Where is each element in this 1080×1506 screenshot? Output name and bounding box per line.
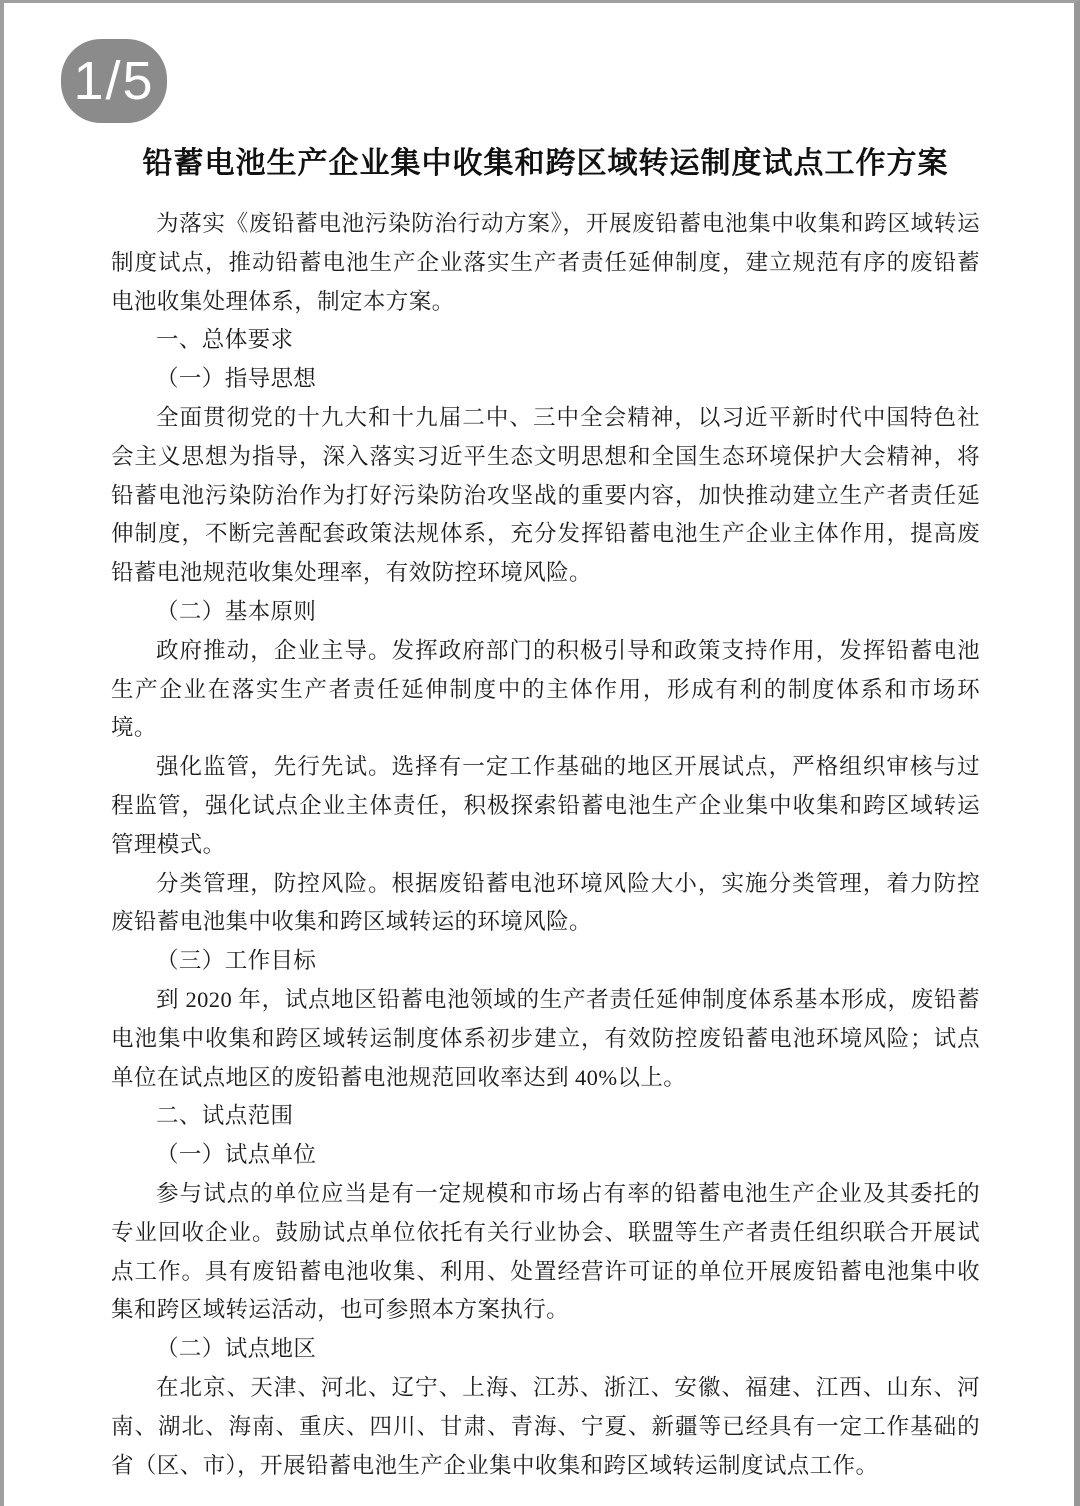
section-heading: （二）基本原则 [156,598,317,624]
section-heading: （三）工作目标 [156,948,317,974]
document-paragraph: 政府推动，企业主导。发挥政府部门的积极引导和政策支持作用，发挥铅蓄电池生产企业在落实生产者责任延伸制度中的主体作用，形成有利的制度体系和市场环境。 [111,637,980,741]
section-heading: 二、试点范围 [156,1103,294,1129]
document-paragraph: 参与试点的单位应当是有一定规模和市场占有率的铅蓄电池生产企业及其委托的专业回收企业。鼓励试点单位依托有关行业协会、联盟等生产者责任组织联合开展试点工作。具有废铅蓄电池收集、利用、处置经营许可证的单位开展废铅蓄电池集中收集和跨区域转运活动，也可参照本方案执行。 [111,1180,980,1323]
document-title: 铅蓄电池生产企业集中收集和跨区域转运制度试点工作方案 [142,147,949,180]
section-heading: （一）试点单位 [156,1142,317,1168]
section-heading: （二）试点地区 [156,1336,317,1362]
document-body [111,205,980,1485]
section-heading: 一、总体要求 [156,327,294,353]
document-paragraph: 到 2020 年，试点地区铅蓄电池领域的生产者责任延伸制度体系基本形成，废铅蓄电池集中收集和跨区域转运制度体系初步建立，有效防控废铅蓄电池环境风险；试点单位在试点地区的废铅蓄电池规范回收率达到 40%以上。 [111,986,980,1090]
document-paragraph: 分类管理，防控风险。根据废铅蓄电池环境风险大小，实施分类管理，着力防控废铅蓄电池集中收集和跨区域转运的环境风险。 [111,870,980,935]
document-paragraph: 全面贯彻党的十九大和十九届二中、三中全会精神，以习近平新时代中国特色社会主义思想为指导，深入落实习近平生态文明思想和全国生态环境保护大会精神，将铅蓄电池污染防治作为打好污染防治攻坚战的重要内容，加快推动建立生产者责任延伸制度，不断完善配套政策法规体系，充分发挥铅蓄电池生产企业主体作用，提高废铅蓄电池规范收集处理率，有效防控环境风险。 [111,404,980,586]
document-content [111,145,980,1485]
document-paragraph: 为落实《废铅蓄电池污染防治行动方案》，开展废铅蓄电池集中收集和跨区域转运制度试点，推动铅蓄电池生产企业落实生产者责任延伸制度，建立规范有序的废铅蓄电池收集处理体系，制定本方案。 [111,211,980,314]
section-heading: （一）指导思想 [156,366,317,392]
document-paragraph: 在北京、天津、河北、辽宁、上海、江苏、浙江、安徽、福建、江西、山东、河南、湖北、海南、重庆、四川、甘肃、青海、宁夏、新疆等已经具有一定工作基础的省（区、市），开展铅蓄电池生产企业集中收集和跨区域转运制度试点工作。 [111,1374,980,1478]
document-paragraph: 强化监管，先行先试。选择有一定工作基础的地区开展试点，严格组织审核与过程监管，强化试点企业主体责任，积极探索铅蓄电池生产企业集中收集和跨区域转运管理模式。 [111,754,980,857]
page-indicator-badge: 1/5 [61,39,167,123]
